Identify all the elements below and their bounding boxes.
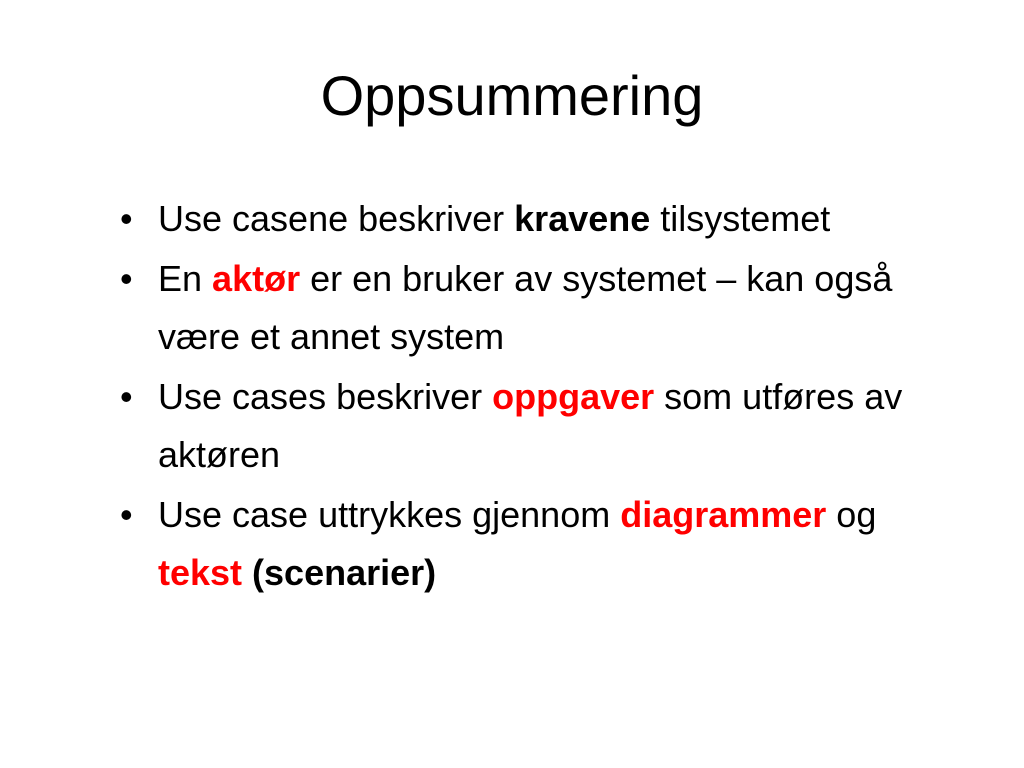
bullet-list [120,190,920,604]
bullet-glyph: • [120,258,133,299]
bullet-text-run: Use case uttrykkes gjennom [158,494,621,535]
bullet-text-run-bold: (scenarier) [242,552,437,593]
bullet-text-run-highlight: diagrammer [620,494,827,535]
bullet-text-run-highlight: oppgaver [492,376,655,417]
bullet-text-run: Use cases beskriver [158,376,493,417]
bullet-item [120,250,920,366]
bullet-text-run-highlight: tekst [158,552,243,593]
bullet-item [120,190,920,248]
bullet-text-run: er en bruker av systemet – kan også være et annet system [158,258,893,357]
bullet-text-run: tilsystemet [650,198,831,239]
bullet-text-run-bold: kravene [514,198,651,239]
bullet-glyph: • [120,198,133,239]
bullet-text-run: og [826,494,877,535]
bullet-text-run: Use casene beskriver [158,198,515,239]
bullet-text-run: som utføres av aktøren [158,376,903,475]
bullet-text-run-highlight: aktør [212,258,301,299]
bullet-item [120,486,920,602]
bullet-item [120,368,920,484]
slide-title: Oppsummering [320,64,704,127]
bullet-glyph: • [120,494,133,535]
bullet-glyph: • [120,376,133,417]
bullet-text-run: En [158,258,213,299]
